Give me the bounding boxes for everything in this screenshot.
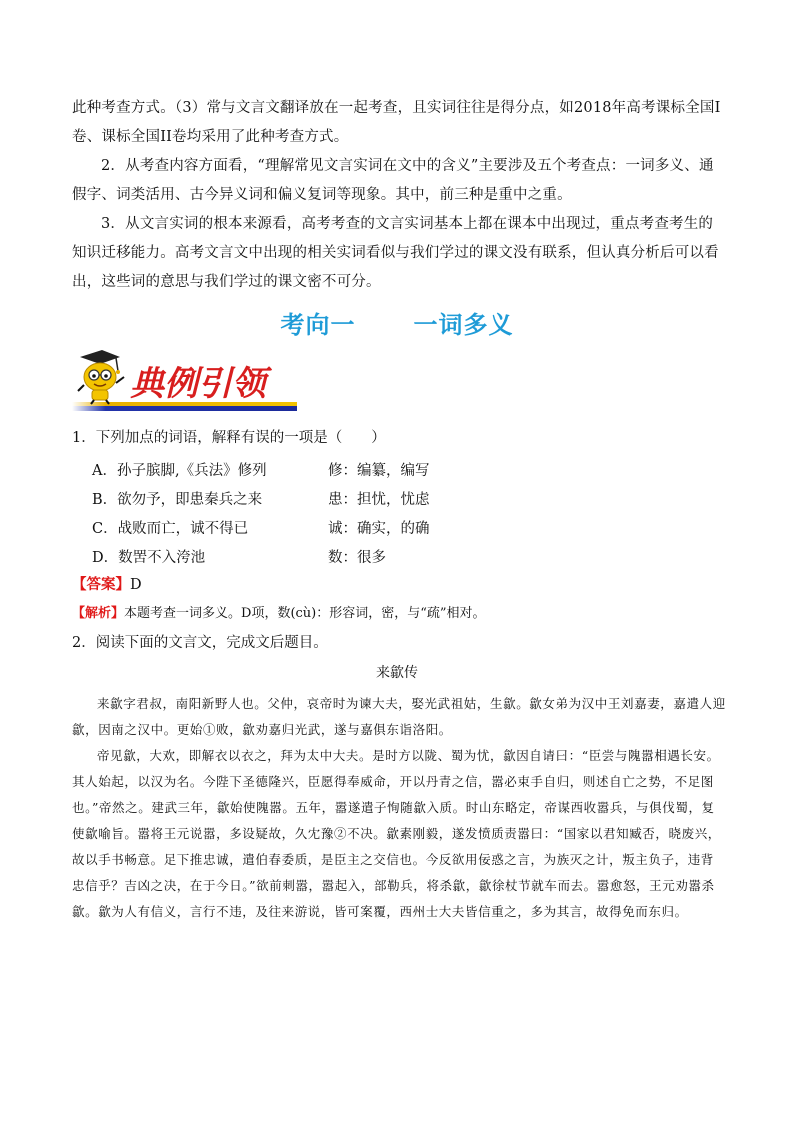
q1-option-a-def: 修：编纂，编写 xyxy=(328,463,430,479)
q1-option-d: D．数罟不入洿池 xyxy=(92,550,206,566)
q1-stem: 1．下列加点的词语，解释有误的一项是（ ） xyxy=(72,430,386,446)
mascot-doctor-icon xyxy=(72,347,297,413)
q1-option-a: A．孙子膑脚,《兵法》修列 xyxy=(92,463,267,479)
answer-value: D xyxy=(130,577,142,593)
section-title-left: 考向一 xyxy=(280,311,356,339)
q1-option-b-def: 患：担忧，忧虑 xyxy=(328,492,430,508)
answer-label: 【答案】 xyxy=(72,576,130,593)
q2-stem: 2．阅读下面的文言文，完成文后题目。 xyxy=(72,635,328,651)
q1-option-b: B．欲勿予，即患秦兵之来 xyxy=(92,492,263,508)
passage-title: 来歙传 xyxy=(376,665,418,681)
banner-text: 典例引领 xyxy=(130,364,266,404)
q1-option-c-def: 诚：确实，的确 xyxy=(328,521,430,537)
section-title xyxy=(0,305,794,340)
analysis-text: 本题考查一词多义。D项，数(cù)：形容词，密，与“疏”相对。 xyxy=(124,606,486,621)
intro-paragraph-1: 此种考查方式。（3）常与文言文翻译放在一起考查，且实词往往是得分点，如2018年高考课标全国I卷、课标全国II卷均采用了此种考查方式。 xyxy=(72,100,721,145)
q1-answer xyxy=(72,575,142,595)
q1-analysis xyxy=(72,604,486,624)
q1-option-d-def: 数：很多 xyxy=(328,550,386,566)
analysis-label: 【解析】 xyxy=(72,606,125,621)
passage-paragraph-1: 来歙字君叔，南阳新野人也。父仲，哀帝时为谏大夫，娶光武祖姑，生歙。歙女弟为汉中王刘嘉妻，嘉遣人迎歙，因南之汉中。更始①败，歙劝嘉归光武，遂与嘉俱东诣洛阳。 xyxy=(72,696,726,737)
section-title-right: 一词多义 xyxy=(413,311,514,339)
passage-paragraph-2: 帝见歙，大欢，即解衣以衣之，拜为太中大夫。是时方以陇、蜀为忧，歙因自请曰：“臣尝与隗嚣相遇长安。其人始起，以汉为名。今陛下圣德隆兴，臣愿得奉威命，开以丹青之信，嚣必束手自归，则述自亡之势，不足图也。”帝然之。建武三年，歙始使隗嚣。五年，嚣遂遣子恂随歙入质。时山东略定，帝谋西收嚣兵，与俱伐蜀，复使歙喻旨。嚣将王元说嚣，多设疑故，久冘豫②不决。歙素刚毅，遂发愤质责嚣曰：“国家以君知臧否，晓废兴，故以手书畅意。足下推忠诚，遣伯春委质，是臣主之交信也。今反欲用佞惑之言，为族灭之计，叛主负子，违背忠信乎？吉凶之决，在于今日。”欲前刺嚣，嚣起入，部勒兵，将杀歙，歙徐杖节就车而去。嚣愈怒，王元劝嚣杀歙。歙为人有信义，言行不违，及往来游说，皆可案覆，西州士大夫皆信重之，多为其言，故得免而东归。 xyxy=(72,748,721,919)
example-banner xyxy=(72,347,297,413)
q1-option-c: C．战败而亡，诚不得已 xyxy=(92,521,249,537)
intro-paragraph-2: 2．从考查内容方面看，“理解常见文言实词在文中的含义”主要涉及五个考查点：一词多义、通假字、词类活用、古今异义词和偏义复词等现象。其中，前三种是重中之重。 xyxy=(72,158,714,203)
intro-paragraph-3: 3．从文言实词的根本来源看，高考考查的文言实词基本上都在课本中出现过，重点考查考生的知识迁移能力。高考文言文中出现的相关实词看似与我们学过的课文没有联系，但认真分析后可以看出，这些词的意思与我们学过的课文密不可分。 xyxy=(72,216,719,290)
